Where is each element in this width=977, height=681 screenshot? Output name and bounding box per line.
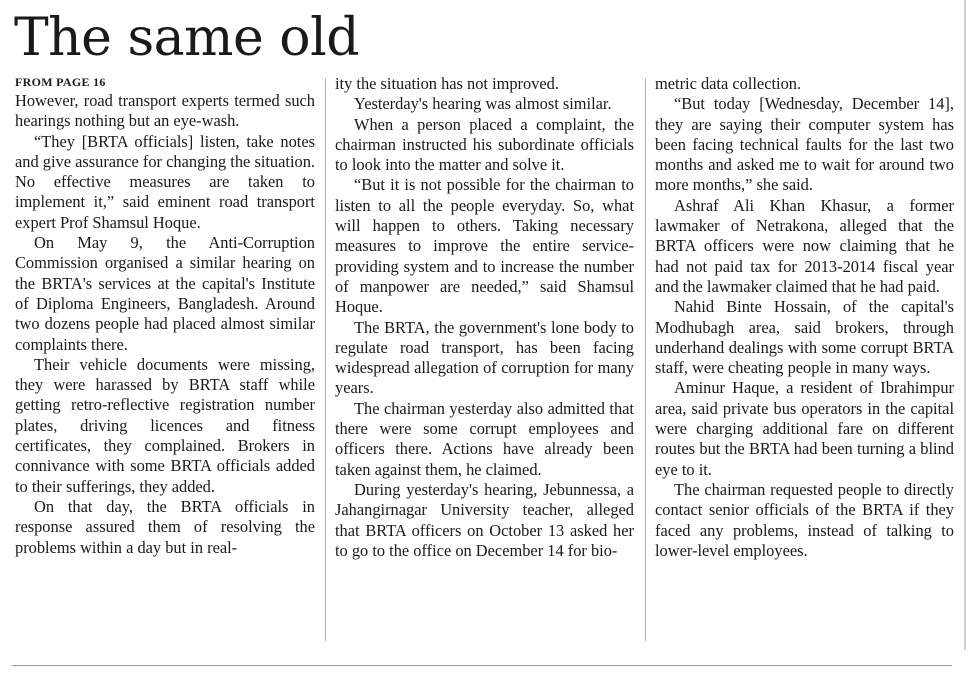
paragraph: However, road transport experts termed such hearings nothing but an eye-wash. <box>15 91 315 131</box>
column-divider <box>325 78 326 641</box>
paragraph: Aminur Haque, a resident of Ibrahimpur area, said private bus operators in the capital were charging additional fare on different routes but the BRTA had been turning a blind eye to it. <box>655 378 954 479</box>
paragraph: When a person placed a complaint, the chairman instructed his subordinate officials to look into the matter and solve it. <box>335 114 634 175</box>
paragraph: Their vehicle documents were missing, they were harassed by BRTA staff while getting retro-reflective registration number plates, driving licences and fitness certificates, they complained. Brokers in connivance with some BRTA officials added to their sufferings, they added. <box>15 354 315 496</box>
article-column-1 <box>15 74 315 558</box>
paragraph: During yesterday's hearing, Jebunnessa, a Jahangirnagar University teacher, alleged that BRTA officers on October 13 asked her to go to the office on December 14 for bio- <box>335 479 634 560</box>
paragraph: metric data collection. <box>655 74 802 93</box>
paragraph: The BRTA, the government's lone body to regulate road transport, has been facing widespread allegation of corruption for many years. <box>335 317 634 398</box>
paragraph: The chairman yesterday also admitted that there were some corrupt employees and officers there. Actions have already been taken against them, he claimed. <box>335 398 634 479</box>
jump-line: FROM PAGE 16 <box>15 75 106 89</box>
paragraph: Ashraf Ali Khan Khasur, a former lawmaker of Netrakona, alleged that the BRTA officers were now claiming that he had not paid tax for 2013-2014 fiscal year and the lawmaker claimed that he had paid. <box>655 195 954 296</box>
paragraph: “But it is not possible for the chairman to listen to all the people everyday. So, what will happen to others. Taking necessary measures to improve the entire service-providing system and to increase the number of manpower are needed,” said Shamsul Hoque. <box>335 175 634 317</box>
paragraph: The chairman requested people to directly contact senior officials of the BRTA if they faced any problems, instead of talking to lower-level employees. <box>655 479 954 560</box>
paragraph: “But today [Wednesday, December 14], they are saying their computer system has been facing technical faults for the last two months and asked me to wait for around two more months,” she said. <box>655 94 954 195</box>
paragraph: On May 9, the Anti-Corruption Commission organised a similar hearing on the BRTA's services at the capital's Institute of Diploma Engineers, Bangladesh. Around two dozens people had placed almost similar complaints there. <box>15 233 315 354</box>
headline: The same old <box>14 8 359 68</box>
column-divider <box>645 78 646 641</box>
paragraph: Nahid Binte Hossain, of the capital's Modhubagh area, said brokers, through underhand dealings with some corrupt BRTA staff, were cheating people in many ways. <box>655 297 954 378</box>
bottom-rule <box>12 665 952 666</box>
paragraph: On that day, the BRTA officials in response assured them of resolving the problems within a day but in real- <box>15 496 315 557</box>
article-column-3 <box>655 74 954 561</box>
paragraph: Yesterday's hearing was almost similar. <box>354 94 612 114</box>
paragraph: ity the situation has not improved. <box>335 74 559 93</box>
page-edge <box>964 0 966 650</box>
paragraph: “They [BRTA officials] listen, take notes and give assurance for changing the situation. No effective measures are taken to implement it,” said eminent road transport expert Prof Shamsul Hoque. <box>15 131 315 232</box>
article-column-2 <box>335 74 634 561</box>
